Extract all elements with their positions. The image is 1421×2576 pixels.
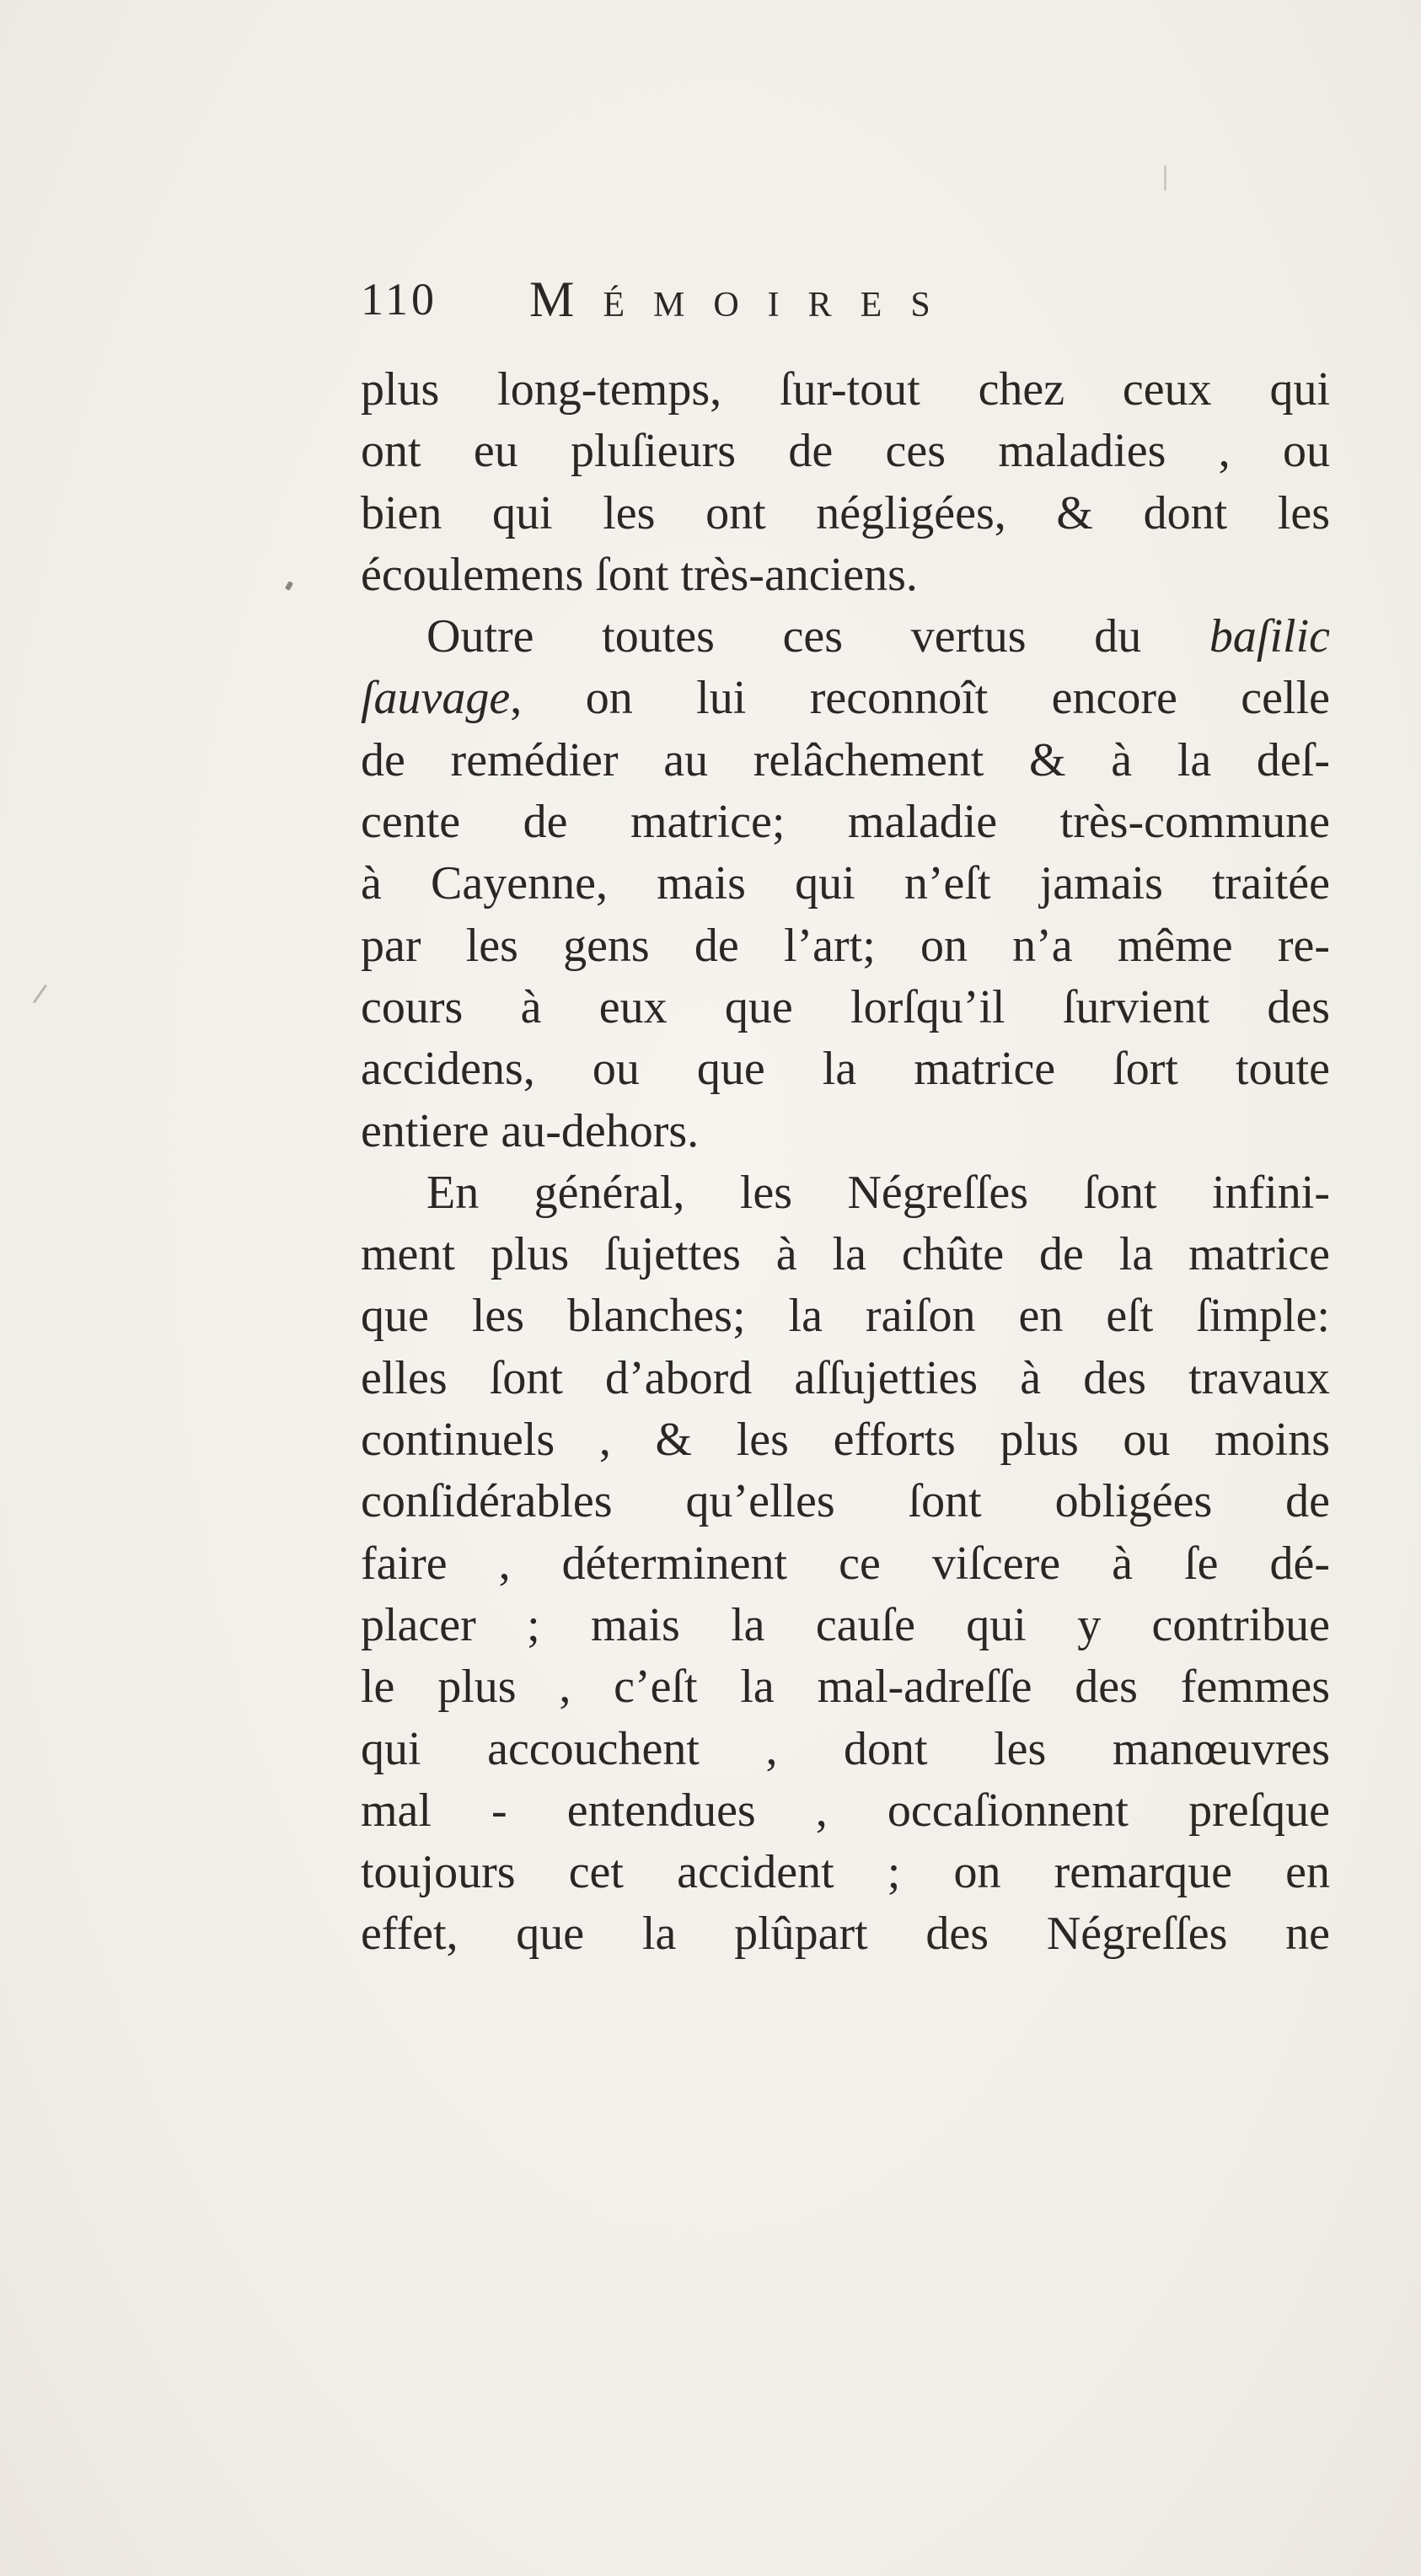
text-line: ment plus ſujettes à la chûte de la matrice — [361, 1228, 1330, 1281]
text-span: , on lui reconnoît encore celle — [510, 672, 1330, 725]
paragraph-start-line — [361, 606, 1330, 668]
stray-ink-mark — [285, 581, 293, 591]
running-head: Mémoires — [529, 271, 959, 327]
text-line: elles ſont d’abord aſſujetties à des travaux — [361, 1351, 1330, 1404]
italic-term: ſauvage — [361, 672, 511, 725]
text-line: plus long-temps, ſur-tout chez ceux qui — [361, 363, 1330, 416]
paragraph-start-line: En général, les Négreſſes ſont infini- — [426, 1166, 1330, 1219]
text-line: de remédier au relâchement & à la deſ- — [361, 733, 1330, 786]
stray-ink-mark — [1164, 165, 1166, 191]
text-line: cente de matrice; maladie très-commune — [361, 796, 1330, 849]
text-line: bien qui les ont négligées, & dont les — [361, 486, 1330, 539]
text-line: qui accouchent , dont les manœuvres — [361, 1722, 1330, 1775]
text-line: accidens, ou que la matrice ſort toute — [361, 1043, 1330, 1096]
text-line: conſidérables qu’elles ſont obligées de — [361, 1475, 1330, 1528]
text-line: ont eu pluſieurs de ces maladies , ou — [361, 425, 1330, 478]
text-line: cours à eux que lorſqu’il ſurvient des — [361, 980, 1330, 1033]
text-line: placer ; mais la cauſe qui y contribue — [361, 1598, 1330, 1651]
page-header — [361, 266, 1119, 333]
text-line: à Cayenne, mais qui n’eſt jamais traitée — [361, 857, 1330, 910]
text-line: faire , déterminent ce viſcere à ſe dé- — [361, 1537, 1330, 1590]
text-line: écoulemens ſont très-anciens. — [361, 548, 918, 601]
text-line: que les blanches; la raiſon en eſt ſimple: — [361, 1290, 1330, 1343]
text-span: Outre toutes ces vertus du — [426, 610, 1209, 663]
text-line — [361, 668, 1330, 729]
page-number: 110 — [361, 274, 437, 325]
text-line: effet, que la plûpart des Négreſſes ne — [361, 1908, 1330, 1961]
text-line: par les gens de l’art; on n’a même re- — [361, 919, 1330, 972]
text-line: entiere au-dehors. — [361, 1104, 700, 1157]
text-line: continuels , & les efforts plus ou moins — [361, 1414, 1330, 1467]
stray-ink-mark — [33, 984, 47, 1003]
text-line: toujours cet accident ; on remarque en — [361, 1846, 1330, 1899]
body-text — [361, 359, 1330, 1966]
text-line: mal - entendues , occaſionnent preſque — [361, 1784, 1330, 1837]
text-line: le plus , c’eſt la mal-adreſſe des femmes — [361, 1661, 1330, 1714]
italic-term: baſilic — [1209, 610, 1330, 663]
